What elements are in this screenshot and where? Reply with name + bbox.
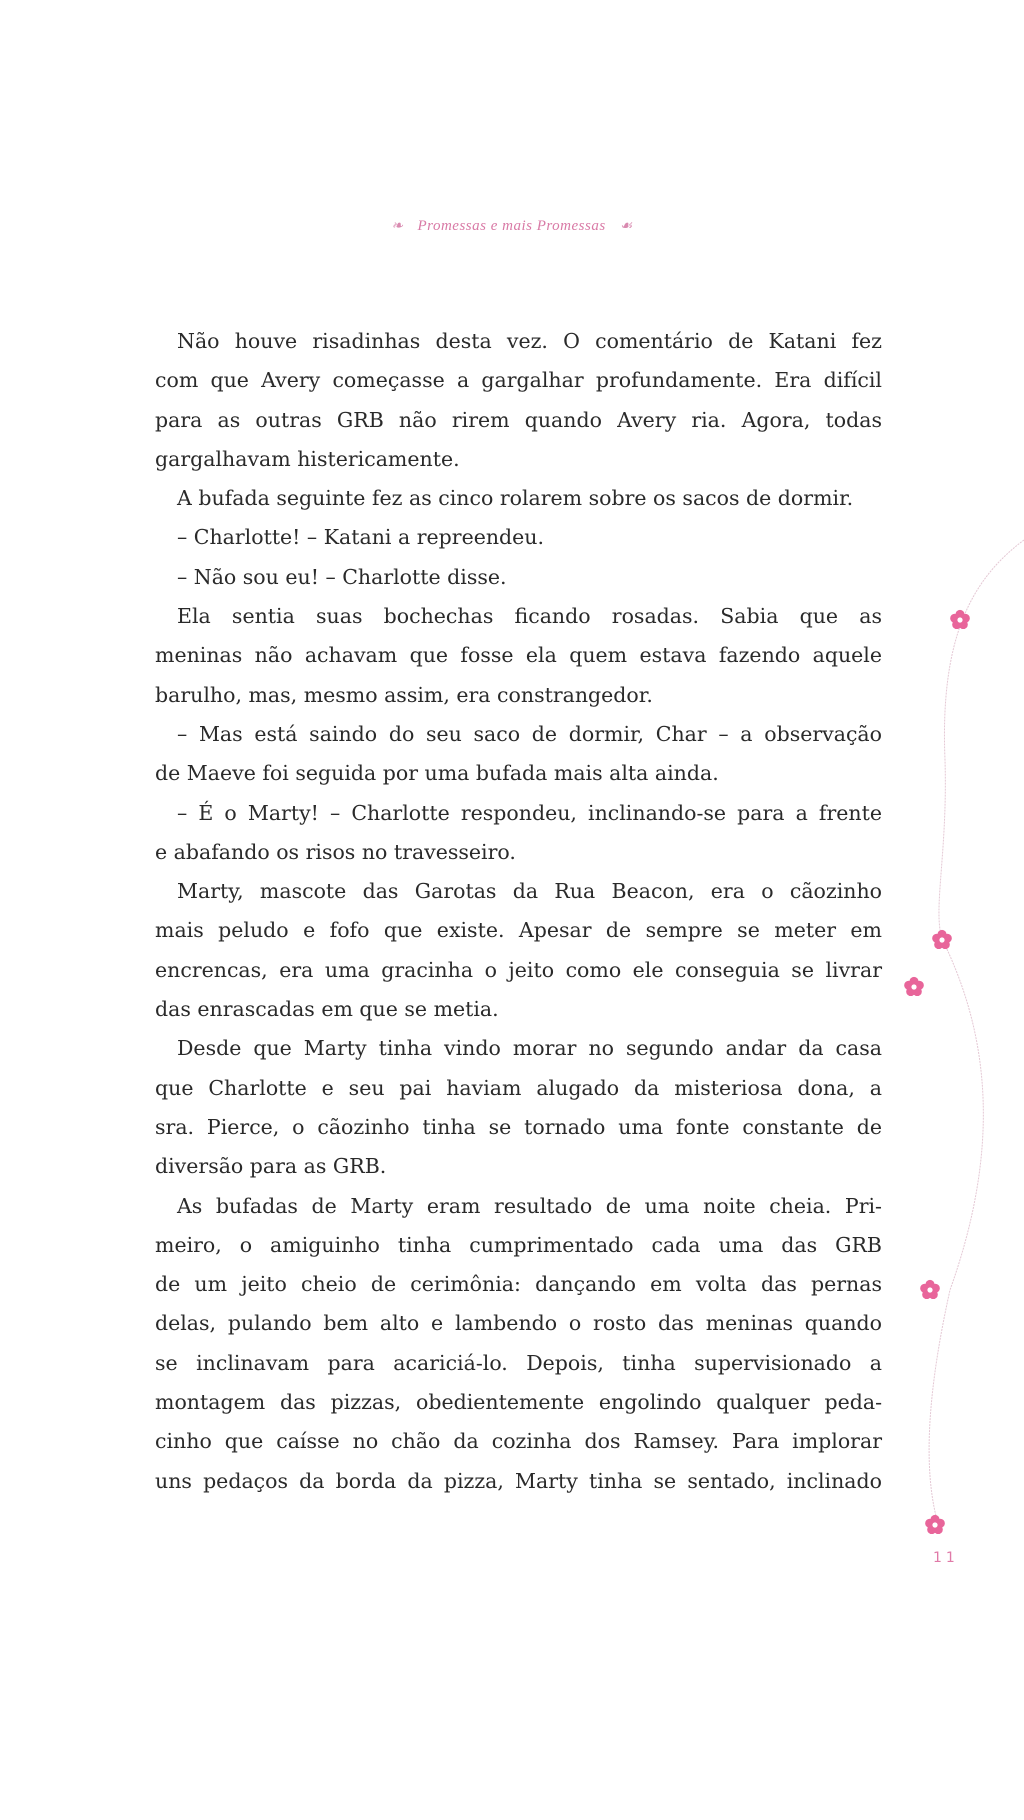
text-line: de Maeve foi seguida por uma bufada mais alta ainda. xyxy=(155,761,719,786)
flower-icon xyxy=(950,610,970,629)
text-line: meiro, o amiguinho tinha cumprimentado cada uma das GRB xyxy=(155,1232,882,1257)
text-line: que Charlotte e seu pai haviam alugado da misteriosa dona, a xyxy=(155,1075,882,1100)
text-line: Ela sentia suas bochechas ficando rosadas. Sabia que as xyxy=(177,604,882,629)
text-line: para as outras GRB não rirem quando Avery ria. Agora, todas xyxy=(155,407,882,432)
text-line: Marty, mascote das Garotas da Rua Beacon, era o cãozinho xyxy=(177,879,882,904)
text-line: As bufadas de Marty eram resultado de uma noite cheia. Pri- xyxy=(177,1193,882,1218)
text-line: Desde que Marty tinha vindo morar no segundo andar da casa xyxy=(177,1036,882,1061)
text-line: – Não sou eu! – Charlotte disse. xyxy=(177,564,507,589)
text-line: sra. Pierce, o cãozinho tinha se tornado uma fonte constante de xyxy=(155,1114,882,1139)
text-line: mais peludo e fofo que existe. Apesar de sempre se meter em xyxy=(155,918,882,943)
text-line: de um jeito cheio de cerimônia: dançando em volta das pernas xyxy=(155,1272,882,1297)
text-line: meninas não achavam que fosse ela quem estava fazendo aquele xyxy=(155,643,882,668)
text-line: barulho, mas, mesmo assim, era constrangedor. xyxy=(155,682,653,707)
text-line: – Mas está saindo do seu saco de dormir, Char – a observação xyxy=(177,721,882,746)
ornament-right-icon: ☙ xyxy=(619,219,633,234)
ornament-left-icon: ❧ xyxy=(391,219,404,234)
text-line: montagem das pizzas, obedientemente engolindo qualquer peda- xyxy=(155,1390,882,1415)
text-line: Não houve risadinhas desta vez. O comentário de Katani fez xyxy=(177,329,882,353)
book-title: Promessas e mais Promessas xyxy=(417,218,606,234)
text-line: cinho que caísse no chão da cozinha dos Ramsey. Para implorar xyxy=(155,1429,882,1454)
page-number: 11 xyxy=(933,1550,959,1566)
text-line: A bufada seguinte fez as cinco rolarem sobre os sacos de dormir. xyxy=(177,486,854,511)
text-line: – Charlotte! – Katani a repreendeu. xyxy=(177,525,545,550)
flower-icon xyxy=(932,930,952,949)
text-line: delas, pulando bem alto e lambendo o rosto das meninas quando xyxy=(155,1311,882,1336)
flower-icon xyxy=(920,1280,940,1299)
text-line: – É o Marty! – Charlotte respondeu, inclinando-se para a frente xyxy=(177,800,882,825)
flower-icon xyxy=(904,977,924,996)
text-line: encrencas, era uma gracinha o jeito como ele conseguia se livrar xyxy=(155,957,882,982)
text-line: e abafando os risos no travesseiro. xyxy=(155,839,516,864)
flower-icon xyxy=(925,1515,945,1534)
text-line: uns pedaços da borda da pizza, Marty tinha se sentado, inclinado xyxy=(155,1468,882,1493)
text-line: das enrascadas em que se metia. xyxy=(155,997,499,1022)
text-line: se inclinavam para acariciá-lo. Depois, tinha supervisionado a xyxy=(155,1350,882,1375)
vine-line xyxy=(929,540,1024,1530)
text-line: gargalhavam histericamente. xyxy=(155,446,460,471)
text-line: diversão para as GRB. xyxy=(155,1154,387,1179)
text-line: com que Avery começasse a gargalhar profundamente. Era difícil xyxy=(155,368,882,393)
